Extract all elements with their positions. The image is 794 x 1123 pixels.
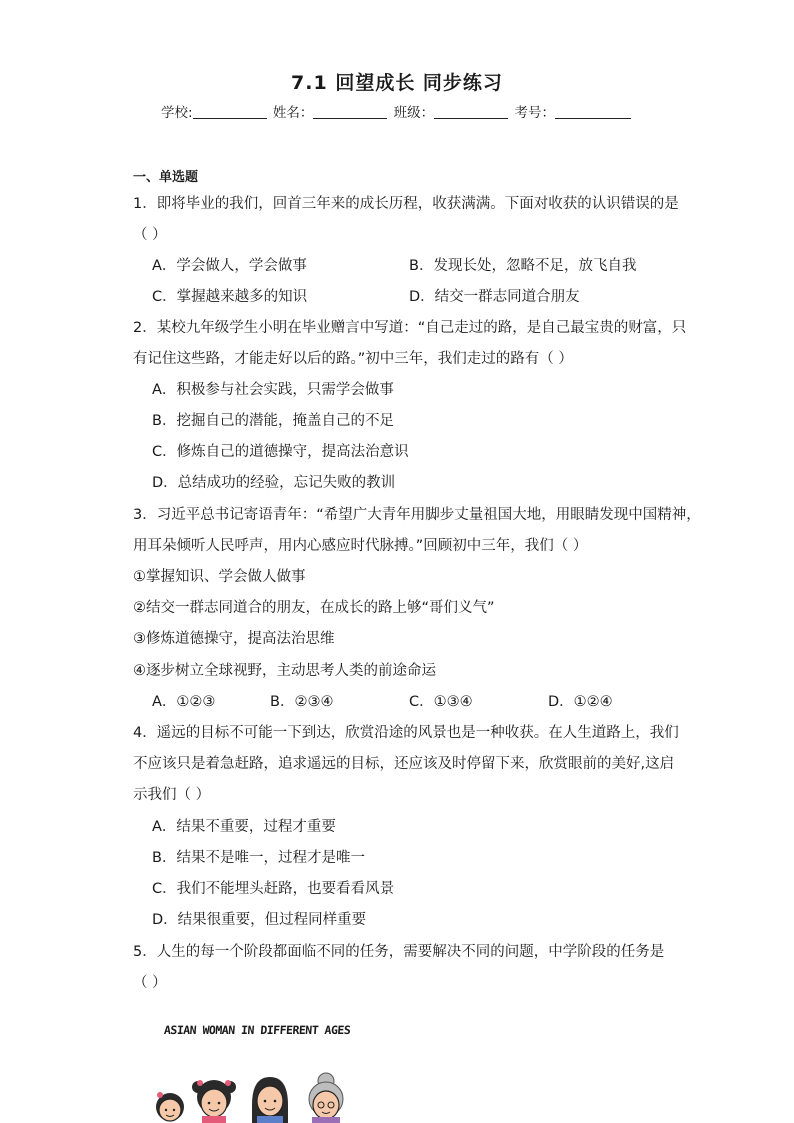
school-blank[interactable]: [193, 104, 267, 119]
question-4-option-b[interactable]: B．结果不是唯一，过程才是唯一: [152, 850, 365, 866]
question-4-option-a[interactable]: A．结果不重要，过程才重要: [152, 819, 336, 835]
question-4-stem: 示我们（ ）: [133, 787, 211, 803]
page-title: 7.1 回望成长 同步练习: [291, 72, 503, 94]
question-3-stem: 3．习近平总书记寄语青年：“希望广大青年用脚步丈量祖国大地，用眼睛发现中国精神，: [133, 507, 701, 523]
question-4-option-d[interactable]: D．结果很重要，但过程同样重要: [152, 912, 367, 928]
exam-number-label: 考号：: [514, 105, 555, 121]
question-3-item-4: ④逐步树立全球视野，主动思考人类的前途命运: [133, 663, 436, 679]
question-3-option-c[interactable]: C．①③④: [409, 694, 473, 710]
school-label: 学校:: [161, 105, 193, 121]
question-3-stem: 用耳朵倾听人民呼声，用内心感应时代脉搏。”回顾初中三年，我们（ ）: [133, 538, 588, 554]
question-1-stem: （ ）: [133, 227, 167, 243]
woman-figure-icon: [252, 1077, 288, 1123]
question-1-stem: 1．即将毕业的我们，回首三年来的成长历程，收获满满。下面对收获的认识错误的是: [133, 196, 679, 212]
question-4-stem: 不应该只是着急赶路，追求遥远的目标，还应该及时停留下来，欣赏眼前的美好,这启: [133, 756, 675, 772]
class-blank[interactable]: [434, 104, 508, 119]
question-2-stem: 2．某校九年级学生小明在毕业赠言中写道：“自己走过的路，是自己最宝贵的财富，只: [133, 320, 687, 336]
exam-number-blank[interactable]: [555, 104, 631, 119]
question-2-option-b[interactable]: B．挖掘自己的潜能，掩盖自己的不足: [152, 413, 394, 429]
question-4-option-c[interactable]: C．我们不能埋头赶路，也要看看风景: [152, 881, 395, 897]
question-3-option-b[interactable]: B．②③④: [270, 694, 334, 710]
child-figure-icon: [156, 1092, 184, 1121]
question-3-option-d[interactable]: D．①②④: [548, 694, 613, 710]
question-1-option-b[interactable]: B．发现长处，忽略不足，放飞自我: [409, 258, 637, 274]
question-2-option-c[interactable]: C．修炼自己的道德操守，提高法治意识: [152, 444, 409, 460]
question-3-item-3: ③修炼道德操守，提高法治思维: [133, 631, 335, 647]
illustration-caption: ASIAN WOMAN IN DIFFERENT AGES: [163, 1023, 351, 1037]
question-1-option-d[interactable]: D．结交一群志同道合朋友: [409, 289, 580, 305]
question-1-option-a[interactable]: A．学会做人，学会做事: [152, 258, 307, 274]
question-2-stem: 有记住这些路，才能走好以后的路。”初中三年，我们走过的路有（ ）: [133, 351, 573, 367]
student-info-row: [0, 101, 794, 121]
question-2-option-d[interactable]: D．总结成功的经验，忘记失败的教训: [152, 475, 396, 491]
question-2-option-a[interactable]: A．积极参与社会实践，只需学会做事: [152, 382, 394, 398]
name-label: 姓名：: [272, 105, 314, 121]
question-3-item-1: ①掌握知识、学会做人做事: [133, 569, 306, 585]
section-heading: 一、单选题: [133, 170, 199, 185]
name-blank[interactable]: [313, 104, 387, 119]
elderly-woman-figure-icon: [309, 1073, 343, 1123]
question-4-stem: 4．遥远的目标不可能一下到达，欣赏沿途的风景也是一种收获。在人生道路上，我们: [133, 725, 679, 741]
ages-illustration: [140, 1015, 390, 1123]
question-3-item-2: ②结交一群志同道合的朋友，在成长的路上够“哥们义气”: [133, 600, 495, 616]
figures-drawing: [140, 1015, 390, 1123]
class-label: 班级：: [393, 105, 435, 121]
question-3-option-a[interactable]: A．①②③: [152, 694, 216, 710]
question-5-stem: 5．人生的每一个阶段都面临不同的任务，需要解决不同的问题，中学阶段的任务是: [133, 944, 665, 960]
girl-figure-icon: [192, 1080, 236, 1123]
question-1-option-c[interactable]: C．掌握越来越多的知识: [152, 289, 308, 305]
question-5-stem: （ ）: [133, 975, 167, 991]
